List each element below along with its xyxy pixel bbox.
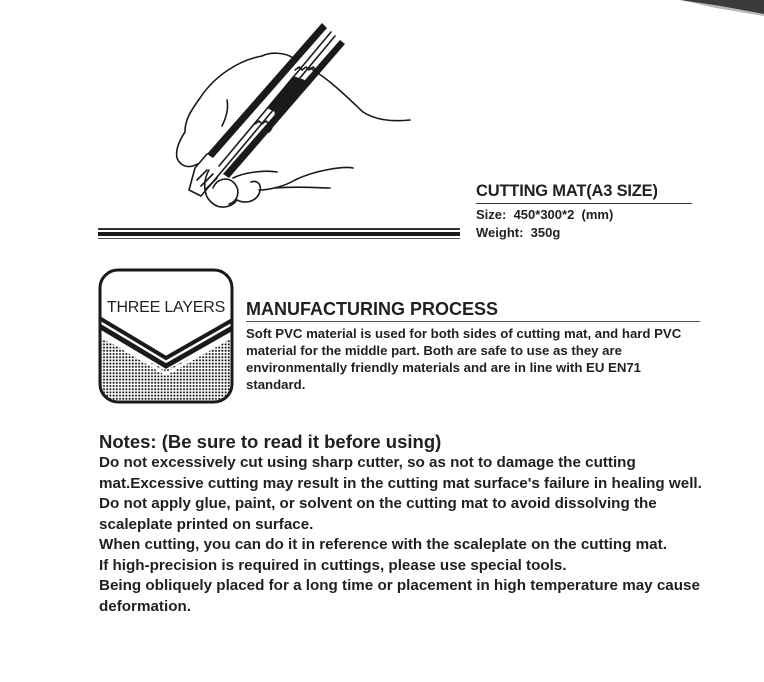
notes-section — [99, 431, 709, 617]
notes-title: Notes: (Be sure to read it before using) — [99, 431, 442, 452]
note-item: Being obliquely placed for a long time or placement in high temperature may cause deformation. — [99, 577, 700, 615]
process-body: Soft PVC material is used for both sides of cutting mat, and hard PVC material for the middle part. Both are safe to use as they are environmentally friendly materials and are in line with EU EN71 standard. — [246, 326, 682, 392]
note-item: Do not apply glue, paint, or solvent on the cutting mat to avoid dissolving the scaleplate printed on surface. — [99, 495, 657, 533]
note-item: When cutting, you can do it in reference with the scaleplate on the cutting mat. — [99, 536, 667, 553]
blade-corner-image — [680, 0, 764, 18]
spec-size: Size: 450*300*2 (mm) — [476, 207, 614, 222]
layers-label: THREE LAYERS — [106, 299, 226, 316]
spec-weight: Weight: 350g — [476, 225, 561, 240]
note-item: Do not excessively cut using sharp cutter, so as not to damage the cutting mat.Excessive cutting may result in the cutting mat surface's failure in healing well. — [99, 454, 702, 492]
divider-rule — [98, 228, 460, 240]
product-spec — [476, 182, 696, 240]
note-item: If high-precision is required in cuttings, please use special tools. — [99, 556, 567, 574]
hand-cutter-icon — [145, 20, 420, 210]
spec-title: CUTTING MAT(A3 SIZE) — [476, 182, 692, 204]
layers-icon — [96, 266, 236, 406]
process-title: MANUFACTURING PROCESS — [246, 299, 700, 322]
manufacturing-process-section — [246, 299, 702, 393]
